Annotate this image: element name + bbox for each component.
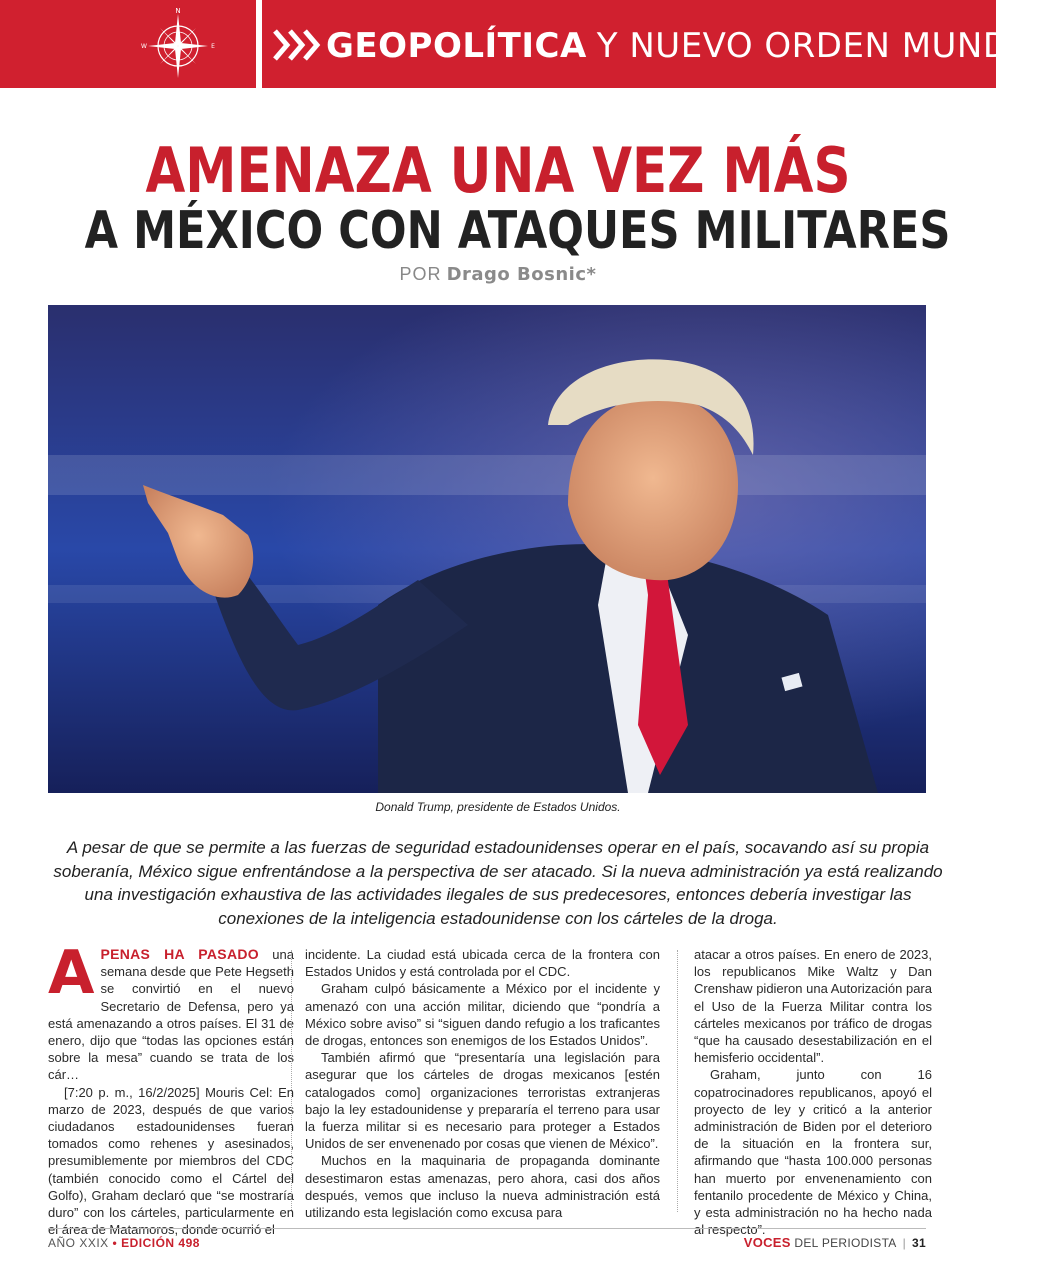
- footer-magazine: [744, 1235, 926, 1250]
- lead-photo: [48, 305, 926, 793]
- photo-caption: Donald Trump, presidente de Estados Unidos.: [375, 800, 621, 814]
- column-rule-2: [677, 950, 678, 1212]
- footer-bullet: •: [112, 1236, 118, 1250]
- footer-separator: |: [902, 1236, 907, 1250]
- section-title: [326, 24, 1063, 72]
- byline: [0, 262, 996, 287]
- column-1-paragraph-1: [48, 938, 294, 1084]
- footer-rule: [48, 1228, 926, 1229]
- section-title-strong: GEOPOLÍTICA: [326, 26, 587, 66]
- column-rule-1: [291, 950, 292, 1212]
- lead-paragraph: A pesar de que se permite a las fuerzas de seguridad estadounidenses operar en el país, socavando así su propia soberanía, México sigue enfrentándose a la perspectiva de ser atacado. Si la nueva administración ya está realizando una investigación exhaustiva de las actividades ilegales de sus predecesores, entonces debería investigar las conexiones de la inteligencia estadounidense con los cárteles de la droga.: [53, 838, 943, 928]
- column-3: [694, 946, 932, 1238]
- column-1: [48, 938, 294, 1238]
- column-3-paragraph-1: atacar a otros países. En enero de 2023, los republicanos Mike Waltz y Dan Crenshaw pidieron una Autorización para el Uso de la Fuerza Militar contra los cárteles mexicanos por tráfico de drogas “que ha causado desestabilización en el hemisferio occidental”.: [694, 947, 932, 1066]
- column-2: [305, 946, 660, 1221]
- page-number: 31: [912, 1236, 926, 1250]
- compass-n-label: N: [175, 7, 181, 15]
- section-header-band: [0, 0, 1063, 88]
- compass-rose-icon: [140, 6, 216, 82]
- compass-e-label: E: [211, 43, 215, 50]
- column-3-paragraph-2: Graham, junto con 16 copatrocinadores republicanos, apoyó el proyecto de ley y criticó a la anterior administración de Biden por el deterioro de la situación en la frontera sur, afirmando que “hasta 100.000 personas han muerto por envenenamiento con fentanilo procedente de México y China, y esta administración no ha hecho nada al respecto”.: [694, 1067, 932, 1238]
- lead-in: PENAS HA PASADO: [100, 946, 259, 962]
- column-2-paragraph-1: incidente. La ciudad está ubicada cerca de la frontera con Estados Unidos y está controlada por el CDC.: [305, 947, 660, 980]
- column-2-paragraph-4: Muchos en la maquinaria de propaganda dominante desestimaron estas amenazas, pero ahora, casi dos años después, vemos que incluso la nueva administración está utilizando esta legislación como excusa para: [305, 1153, 660, 1221]
- column-1-paragraph-2: [7:20 p. m., 16/2/2025] Mouris Cel: En marzo de 2023, después de que varios ciudadanos estadounidenses fueran tomados como rehenes y asesinados, presumiblemente por miembros del CDC (también conocido como el Cártel del Golfo), Graham declaró que “se mostraría duro” con los cárteles, particularmente en el área de Matamoros, donde ocurrió el: [48, 1084, 294, 1238]
- footer-edition: EDICIÓN 498: [121, 1236, 200, 1250]
- footer-magazine-strong: VOCES: [743, 1235, 791, 1250]
- column-2-paragraph-3: También afirmó que “presentaría una legislación para asegurar que los cárteles de drogas mexicanos [estén catalogados como] organizaciones terroristas extranjeras bajo la ley estadounidense y prepararía el terreno para usar la fuerza militar si es necesario para proteger a Estados Unidos de ser envenenado por cosas que vienen de México”.: [305, 1050, 660, 1152]
- band-divider: [256, 0, 262, 88]
- headline-line-1: AMENAZA UNA VEZ MÁS: [145, 134, 851, 207]
- column-2-paragraph-2: Graham culpó básicamente a México por el incidente y amenazó con una acción militar, diciendo que “pondría a México sobre aviso” si “siguen dando refugio a los traficantes de drogas, entonces son enemigos de los Estados Unidos”.: [305, 981, 660, 1049]
- drop-cap: A: [48, 938, 95, 1008]
- trump-pointing-illustration: [48, 305, 926, 793]
- compass-w-label: W: [141, 43, 147, 50]
- section-title-thin: Y NUEVO ORDEN MUNDIAL: [596, 26, 1063, 66]
- footer-year: AÑO XXIX: [48, 1236, 109, 1250]
- triple-chevron-icon: [272, 28, 324, 62]
- headline-line-2: A MÉXICO CON ATAQUES MILITARES: [84, 201, 951, 261]
- footer-issue: [48, 1236, 200, 1250]
- footer-magazine-rest: DEL PERIODISTA: [794, 1236, 897, 1250]
- column-1-text-1: una semana desde que Pete Hegseth se convirtió en el nuevo Secretario de Defensa, pero ya está amenazando a otros países. El 31 de enero, dijo que “todas las opciones están sobre la mesa” cuando se trata de los cár…: [48, 947, 294, 1083]
- byline-prefix: POR: [399, 264, 442, 284]
- byline-author: Drago Bosnic*: [446, 264, 597, 285]
